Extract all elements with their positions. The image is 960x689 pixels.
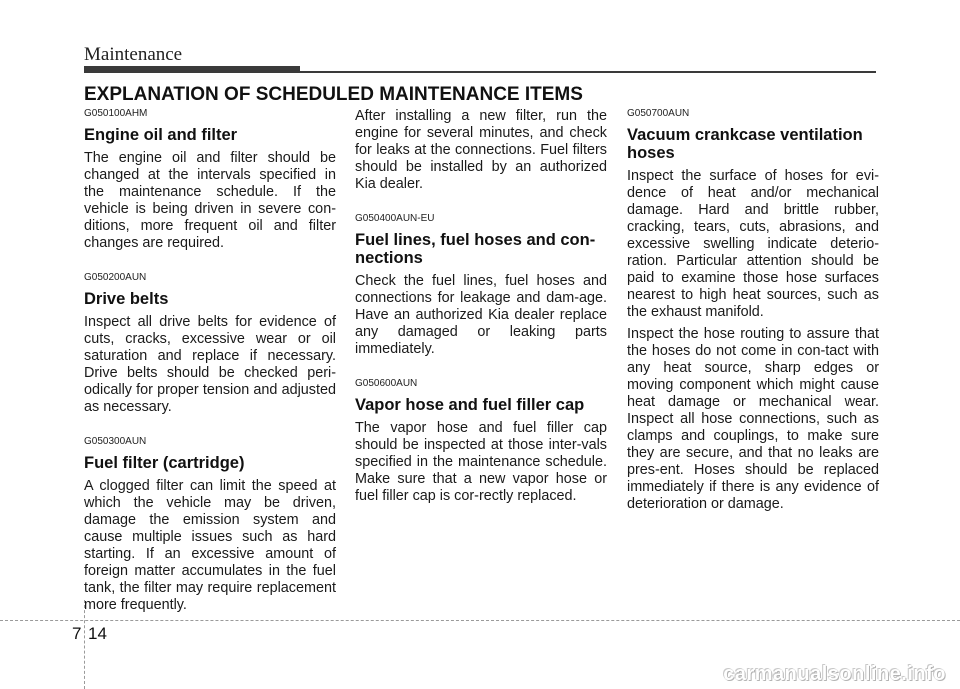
page-number: 14: [88, 624, 107, 643]
watermark-text: carmanualsonline.info: [723, 663, 946, 685]
item-heading: Engine oil and filter: [84, 126, 238, 144]
column-2: [355, 108, 607, 505]
column-3: [627, 108, 879, 513]
item-paragraph: Check the fuel lines, fuel hoses and connections for leakage and dam-age. Have an authorized Kia dealer replace any damaged or leaking parts immediately.: [355, 273, 607, 357]
section-title: EXPLANATION OF SCHEDULED MAINTENANCE ITEMS: [84, 84, 583, 105]
item-code: G050200AUN: [84, 272, 147, 283]
item-heading: Fuel lines, fuel hoses and con-nections: [355, 231, 596, 267]
item-paragraph: The engine oil and filter should be changed at the intervals specified in the maintenance schedule. If the vehicle is being driven in severe con-ditions, more frequent oil and filter changes are required.: [84, 150, 336, 251]
item-heading: Drive belts: [84, 290, 169, 308]
item-heading: Fuel filter (cartridge): [84, 454, 245, 472]
item-code: G050100AHM: [84, 108, 148, 119]
item-code: G050300AUN: [84, 436, 147, 447]
footer-divider-horizontal: [0, 620, 960, 622]
footer-divider-vertical: [84, 600, 86, 689]
item-paragraph: Inspect the hose routing to assure that the hoses do not come in con-tact with any heat source, sharp edges or moving component which might cause heat damage or mechanical wear. Inspect all hose connections, such as clamps and couplings, to make sure they are secure, and that no leaks are pres-ent. Hoses should be replaced immediately if there is any evidence of deterioration or damage.: [627, 326, 879, 512]
column-1: [84, 108, 336, 614]
item-paragraph: A clogged filter can limit the speed at which the vehicle may be driven, damage the emission system and cause multiple issues such as hard starting. If an excessive amount of foreign matter accumulates in the fuel tank, the filter may require replacement more frequently.: [84, 478, 336, 613]
item-heading: Vacuum crankcase ventilation hoses: [627, 126, 863, 162]
page-header-title: Maintenance: [84, 44, 183, 65]
page-chapter-number: 7: [72, 624, 82, 643]
item-code: G050400AUN-EU: [355, 213, 435, 224]
item-code: G050600AUN: [355, 378, 418, 389]
item-code: G050700AUN: [627, 108, 690, 119]
item-paragraph: Inspect the surface of hoses for evi-dence of heat and/or mechanical damage. Hard and brittle rubber, cracking, tears, cuts, abrasions, and excessive swelling indicate deterio-ration. Particular attention should be paid to examine those hose surfaces nearest to high heat sources, such as the exhaust manifold.: [627, 168, 879, 320]
item-paragraph: The vapor hose and fuel filler cap should be inspected at those inter-vals specified in the maintenance schedule. Make sure that a new vapor hose or fuel filler cap is cor-rectly replaced.: [355, 420, 607, 504]
header-rule-thick: [84, 66, 300, 73]
item-heading: Vapor hose and fuel filler cap: [355, 396, 585, 414]
item-paragraph: After installing a new filter, run the engine for several minutes, and check for leaks at the connections. Fuel filters should be installed by an authorized Kia dealer.: [355, 108, 607, 192]
header-rule-thin: [300, 71, 876, 73]
item-paragraph: Inspect all drive belts for evidence of cuts, cracks, excessive wear or oil saturation and replace if necessary. Drive belts should be checked peri-odically for proper tension and adjusted as necessary.: [84, 314, 336, 415]
